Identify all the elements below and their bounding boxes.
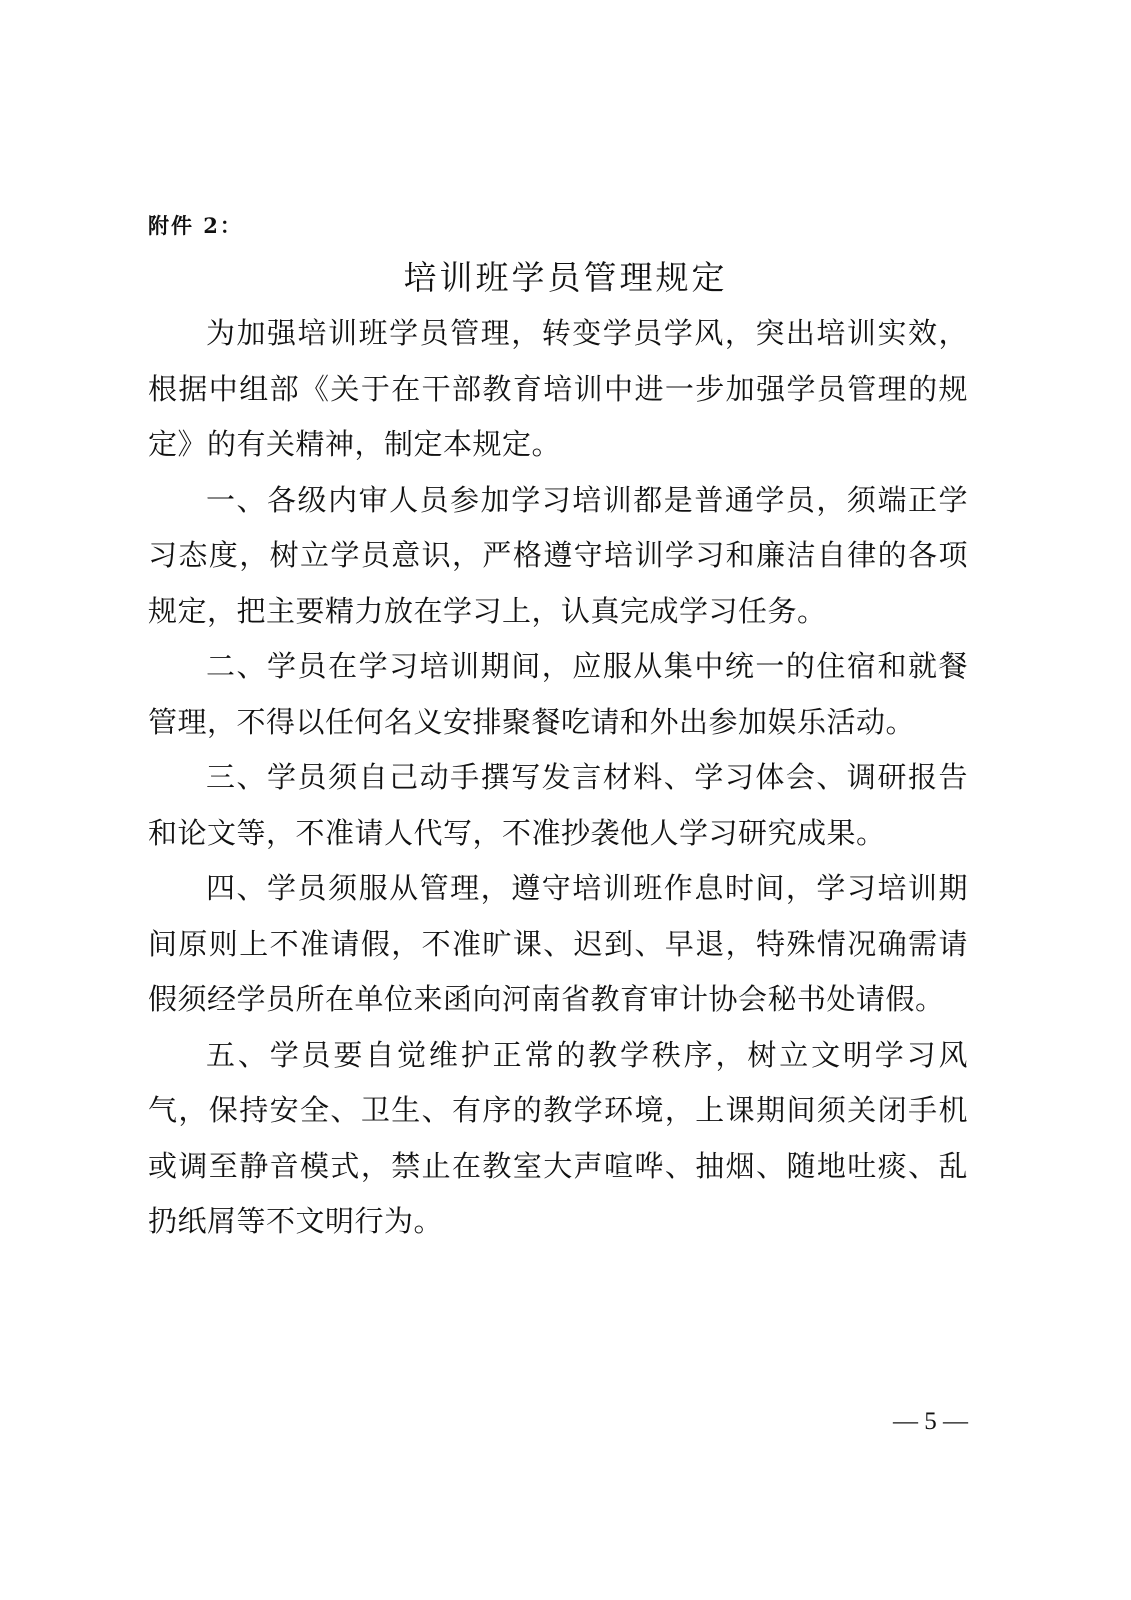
rule-paragraph-5: 五、学员要自觉维护正常的教学秩序，树立文明学习风气，保持安全、卫生、有序的教学环境，上课期间须关闭手机或调至静音模式，禁止在教室大声喧哗、抽烟、随地吐痰、乱扔纸屑等不文明行为。 <box>148 1037 968 1238</box>
document-body <box>148 306 968 1250</box>
rule-paragraph-2: 二、学员在学习培训期间，应服从集中统一的住宿和就餐管理，不得以任何名义安排聚餐吃请和外出参加娱乐活动。 <box>148 649 968 739</box>
rule-paragraph-1: 一、各级内审人员参加学习培训都是普通学员，须端正学习态度，树立学员意识，严格遵守培训学习和廉洁自律的各项规定，把主要精力放在学习上，认真完成学习任务。 <box>148 482 968 628</box>
page-number: — 5 — <box>893 1408 968 1435</box>
document-title: 培训班学员管理规定 <box>403 258 728 297</box>
intro-paragraph: 为加强培训班学员管理，转变学员学风，突出培训实效，根据中组部《关于在干部教育培训中进一步加强学员管理的规定》的有关精神，制定本规定。 <box>148 316 968 461</box>
rule-paragraph-3: 三、学员须自己动手撰写发言材料、学习体会、调研报告和论文等，不准请人代写，不准抄袭他人学习研究成果。 <box>148 760 968 850</box>
attachment-label: 附件 2： <box>148 213 243 238</box>
rule-paragraph-4: 四、学员须服从管理，遵守培训班作息时间，学习培训期间原则上不准请假，不准旷课、迟到、早退，特殊情况确需请假须经学员所在单位来函向河南省教育审计协会秘书处请假。 <box>148 871 968 1016</box>
